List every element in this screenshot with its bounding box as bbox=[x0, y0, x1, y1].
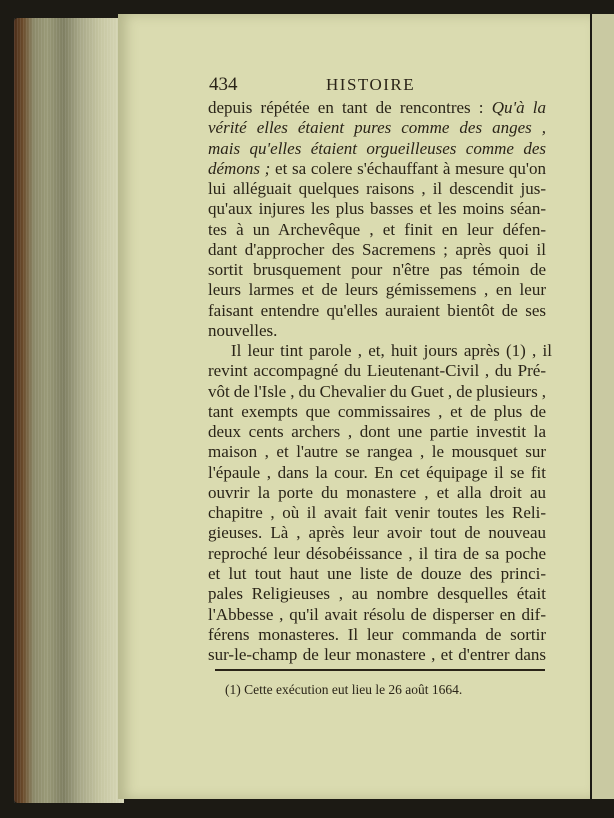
text-segment: tant exempts que commissaires , et de plus de bbox=[208, 401, 546, 421]
footnote-rule bbox=[215, 669, 545, 671]
text-segment: tes à un Archevêque , et finit en leur défen- bbox=[208, 219, 546, 239]
text-segment: lui alléguait quelques raisons , il descendit jus- bbox=[208, 179, 546, 199]
text-line bbox=[208, 341, 552, 361]
text-line bbox=[208, 98, 546, 118]
text-segment: gieuses. Là , après leur avoir tout de nouveau bbox=[208, 523, 546, 543]
text-line bbox=[208, 584, 546, 604]
text-segment: vérité elles étaient pures comme des anges , bbox=[208, 118, 546, 138]
text-segment: pales Religieuses , au nombre desquelles était bbox=[208, 584, 546, 604]
text-segment: sortit brusquement pour n'être pas témoin de bbox=[208, 260, 546, 280]
text-segment: reproché leur désobéissance , il tira de sa poche bbox=[208, 543, 546, 563]
text-line bbox=[208, 564, 546, 584]
text-line bbox=[208, 382, 546, 402]
text-line bbox=[208, 179, 546, 199]
text-segment: et sa colere s'échauffant à mesure qu'on bbox=[270, 158, 546, 178]
text-segment: sur-le-champ de leur monastere , et d'entrer dans bbox=[208, 645, 546, 665]
text-line bbox=[208, 139, 546, 159]
text-segment: l'épaule , dans la cour. En cet équipage il se fit bbox=[208, 462, 546, 482]
text-line bbox=[208, 442, 546, 462]
book-page bbox=[118, 14, 590, 799]
text-line bbox=[208, 483, 546, 503]
text-line bbox=[208, 544, 546, 564]
text-line bbox=[208, 301, 546, 321]
text-line bbox=[208, 240, 546, 260]
text-segment: dant d'approcher des Sacremens ; après quoi il bbox=[208, 239, 546, 259]
text-segment: démons ; bbox=[208, 158, 271, 178]
text-line bbox=[208, 118, 546, 138]
text-line bbox=[208, 361, 546, 381]
page-number: 434 bbox=[209, 74, 238, 95]
text-segment: férens monasteres. Il leur commanda de sortir bbox=[208, 624, 546, 644]
text-line bbox=[208, 220, 546, 240]
text-line bbox=[208, 625, 546, 645]
text-segment: et lut tout haut une liste de douze des princi- bbox=[208, 563, 546, 583]
text-segment: mais qu'elles étaient orgueilleuses comme des bbox=[208, 138, 546, 158]
text-segment: depuis répétée en tant de rencontres : bbox=[208, 98, 492, 117]
text-segment: Qu'à la bbox=[491, 98, 547, 117]
text-line bbox=[208, 645, 546, 665]
text-segment: leurs larmes et de leurs gémissemens , en leur bbox=[208, 280, 546, 300]
text-line bbox=[208, 260, 546, 280]
text-segment: deux cents archers , dont une partie investit la bbox=[208, 422, 546, 442]
text-line bbox=[208, 523, 546, 543]
text-line bbox=[208, 280, 546, 300]
text-segment: chapitre , où il avait fait venir toutes les Reli- bbox=[208, 503, 546, 523]
text-line bbox=[208, 422, 546, 442]
text-segment: l'Abbesse , qu'il avait résolu de disperser en dif- bbox=[208, 604, 546, 624]
facing-page-edge bbox=[592, 14, 614, 799]
text-line bbox=[208, 402, 546, 422]
footnote: (1) Cette exécution eut lieu le 26 août 1664. bbox=[225, 682, 463, 697]
text-line bbox=[208, 159, 546, 179]
running-head: HISTOIRE bbox=[326, 75, 416, 94]
text-segment: qu'aux injures les plus basses et les moins séan- bbox=[208, 199, 546, 219]
text-segment: Il leur tint parole , et, huit jours après (1) , il bbox=[208, 341, 552, 361]
text-segment: revint accompagné du Lieutenant-Civil , du Pré- bbox=[208, 361, 546, 381]
text-segment: faisant entendre qu'elles auraient bientôt de ses bbox=[208, 300, 546, 320]
text-segment: ouvrir la porte du monastere , et alla droit au bbox=[208, 482, 546, 502]
text-line bbox=[208, 503, 546, 523]
text-segment: nouvelles. bbox=[208, 320, 278, 340]
text-line bbox=[208, 321, 546, 341]
page-fore-edge bbox=[14, 18, 124, 803]
text-line bbox=[208, 199, 546, 219]
text-segment: maison , et l'autre se rangea , le mousquet sur bbox=[208, 442, 546, 462]
text-line bbox=[208, 463, 546, 483]
text-line bbox=[208, 605, 546, 625]
text-segment: vôt de l'Isle , du Chevalier du Guet , de plusieurs , bbox=[208, 381, 546, 401]
